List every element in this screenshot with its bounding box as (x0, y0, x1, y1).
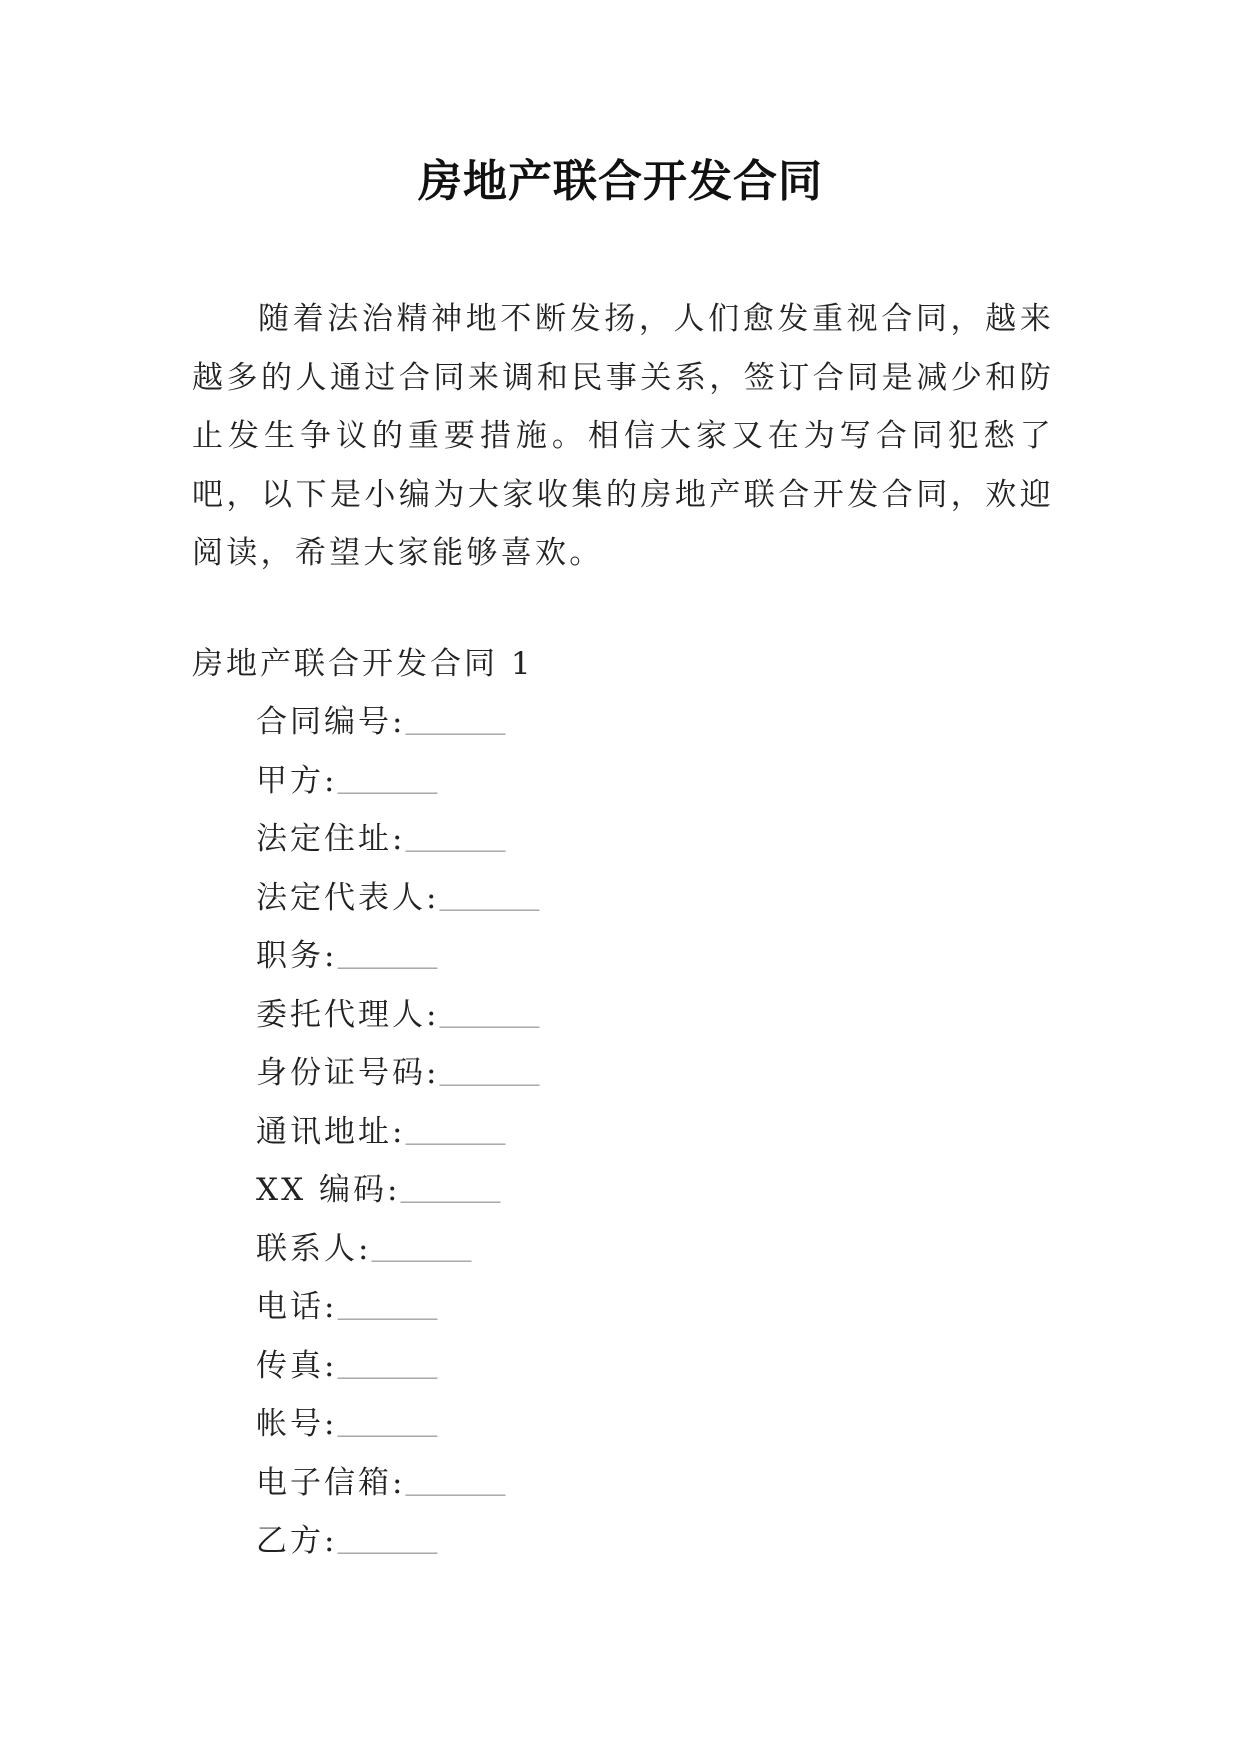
field-label: XX 编码: (256, 1172, 401, 1208)
intro-paragraph: 随着法治精神地不断发扬，人们愈发重视合同，越来越多的人通过合同来调和民事关系，签订合同是减少和防止发生争议的重要措施。相信大家又在为写合同犯愁了吧，以下是小编为大家收集的房地产联合开发合同，欢迎阅读，希望大家能够喜欢。 (192, 301, 1054, 571)
field-label: 电子信箱: (256, 1464, 406, 1501)
field-postal-code (256, 1168, 539, 1227)
field-label: 法定住址: (256, 821, 406, 857)
field-legal-representative (256, 876, 539, 935)
section-heading: 房地产联合开发合同 1 (192, 646, 534, 682)
field-blank: __________ (337, 1413, 438, 1437)
field-blank: __________ (439, 1062, 540, 1086)
contract-field-list (256, 700, 539, 1578)
field-blank: __________ (405, 1120, 506, 1145)
field-blank: __________ (439, 886, 540, 911)
field-label: 法定代表人: (256, 879, 440, 916)
field-blank: __________ (337, 945, 438, 969)
field-label: 电话: (256, 1289, 338, 1325)
field-legal-address (256, 817, 539, 876)
field-blank: __________ (337, 1296, 438, 1320)
field-label: 联系人: (256, 1230, 372, 1267)
field-account-number (256, 1402, 539, 1461)
field-blank: __________ (337, 1354, 438, 1379)
field-party-a (256, 759, 539, 818)
field-label: 职务: (256, 938, 338, 974)
field-label: 委托代理人: (256, 996, 440, 1033)
field-fax (256, 1344, 539, 1403)
document-title: 房地产联合开发合同 (418, 156, 823, 207)
field-email (256, 1461, 539, 1520)
field-label: 身份证号码: (256, 1055, 440, 1091)
field-blank: __________ (400, 1179, 501, 1203)
field-blank: __________ (405, 1471, 506, 1496)
field-label: 通讯地址: (256, 1113, 406, 1150)
field-position (256, 934, 539, 993)
field-blank: __________ (337, 1530, 438, 1554)
field-blank: __________ (405, 828, 506, 852)
field-blank: __________ (439, 1003, 540, 1028)
field-blank: __________ (405, 711, 506, 735)
field-label: 传真: (256, 1347, 338, 1384)
field-blank: __________ (371, 1237, 472, 1262)
field-label: 合同编号: (256, 704, 406, 740)
field-contact-person (256, 1227, 539, 1286)
field-label: 乙方: (256, 1523, 338, 1559)
field-id-number (256, 1051, 539, 1110)
field-contract-number (256, 700, 539, 759)
field-blank: __________ (337, 769, 438, 794)
field-party-b (256, 1519, 539, 1578)
field-phone (256, 1285, 539, 1344)
field-label: 帐号: (256, 1406, 338, 1442)
field-authorized-agent (256, 993, 539, 1052)
field-label: 甲方: (256, 762, 338, 799)
field-mailing-address (256, 1110, 539, 1169)
